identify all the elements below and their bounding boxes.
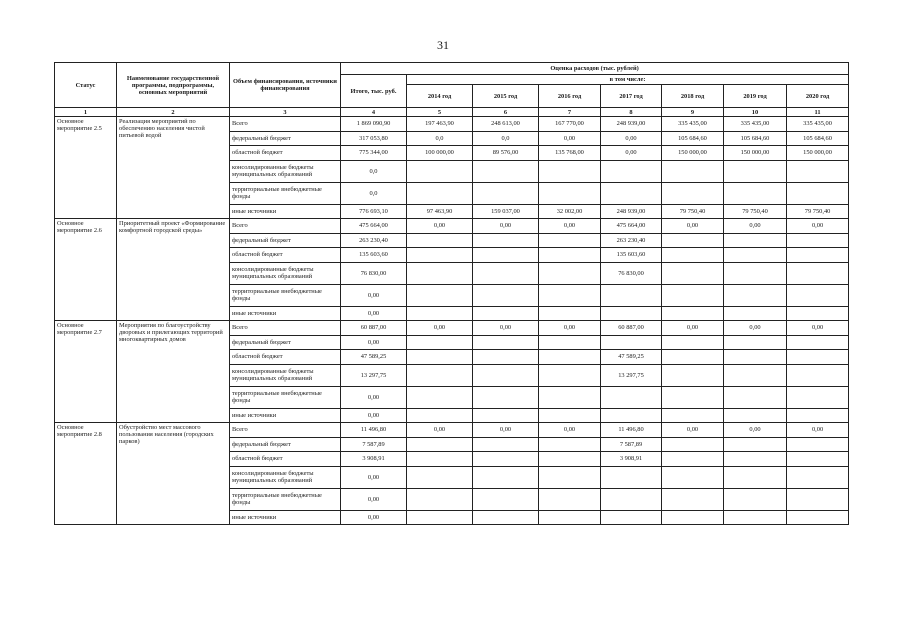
- funding-source: консолидированные бюджеты муниципальных образований: [230, 364, 341, 386]
- year-value: [662, 510, 724, 525]
- header-year: 2018 год: [662, 85, 724, 108]
- total-value: 76 830,00: [341, 262, 407, 284]
- year-value: [662, 466, 724, 488]
- total-value: 1 869 090,90: [341, 117, 407, 132]
- total-value: 776 693,10: [341, 204, 407, 219]
- year-value: 0,00: [539, 423, 601, 438]
- funding-source: федеральный бюджет: [230, 335, 341, 350]
- total-value: 0,0: [341, 182, 407, 204]
- year-value: [724, 488, 787, 510]
- funding-source: территориальные внебюджетные фонды: [230, 182, 341, 204]
- year-value: [787, 335, 849, 350]
- year-value: 167 770,00: [539, 117, 601, 132]
- year-value: [787, 452, 849, 467]
- event-status: Основное мероприятие 2.5: [55, 117, 117, 219]
- header-total: Итого, тыс. руб.: [341, 75, 407, 108]
- year-value: [407, 182, 473, 204]
- total-value: 0,00: [341, 335, 407, 350]
- year-value: [407, 437, 473, 452]
- year-value: [473, 364, 539, 386]
- year-value: [662, 284, 724, 306]
- column-number: 6: [473, 108, 539, 117]
- year-value: [787, 182, 849, 204]
- year-value: [407, 466, 473, 488]
- year-value: [407, 248, 473, 263]
- year-value: [724, 262, 787, 284]
- year-value: [662, 335, 724, 350]
- year-value: [724, 182, 787, 204]
- year-value: 135 768,00: [539, 146, 601, 161]
- year-value: [473, 510, 539, 525]
- year-value: [662, 262, 724, 284]
- total-value: 475 664,00: [341, 219, 407, 234]
- year-value: [601, 466, 662, 488]
- funding-source: федеральный бюджет: [230, 233, 341, 248]
- funding-source: Всего: [230, 321, 341, 336]
- year-value: [539, 284, 601, 306]
- year-value: [539, 248, 601, 263]
- year-value: 0,00: [473, 423, 539, 438]
- year-value: [724, 335, 787, 350]
- year-value: 0,0: [407, 131, 473, 146]
- table-row: [55, 117, 849, 132]
- year-value: [407, 350, 473, 365]
- year-value: [539, 364, 601, 386]
- year-value: [787, 364, 849, 386]
- year-value: [724, 160, 787, 182]
- year-value: 47 589,25: [601, 350, 662, 365]
- column-number: 9: [662, 108, 724, 117]
- year-value: 0,00: [724, 321, 787, 336]
- year-value: [407, 452, 473, 467]
- year-value: 197 463,90: [407, 117, 473, 132]
- header-status: Статус: [55, 63, 117, 108]
- header-year: 2014 год: [407, 85, 473, 108]
- year-value: [473, 488, 539, 510]
- total-value: 0,00: [341, 386, 407, 408]
- year-value: 0,00: [662, 423, 724, 438]
- event-name: Приоритетный проект «Формирование комфортной городской среды»: [117, 219, 230, 321]
- column-number: 5: [407, 108, 473, 117]
- event-status: Основное мероприятие 2.7: [55, 321, 117, 423]
- year-value: [662, 233, 724, 248]
- year-value: [473, 466, 539, 488]
- year-value: [724, 437, 787, 452]
- event-status: Основное мероприятие 2.6: [55, 219, 117, 321]
- year-value: [601, 284, 662, 306]
- header-year: 2017 год: [601, 85, 662, 108]
- year-value: [787, 248, 849, 263]
- header-program-name: Наименование государственной программы, подпрограммы, основных мероприятий: [117, 63, 230, 108]
- year-value: [601, 488, 662, 510]
- year-value: [539, 466, 601, 488]
- year-value: 105 684,60: [662, 131, 724, 146]
- year-value: [787, 488, 849, 510]
- year-value: 159 037,00: [473, 204, 539, 219]
- year-value: 248 613,00: [473, 117, 539, 132]
- year-value: 335 435,00: [787, 117, 849, 132]
- year-value: 76 830,00: [601, 262, 662, 284]
- year-value: [601, 160, 662, 182]
- year-value: [539, 408, 601, 423]
- year-value: [724, 284, 787, 306]
- year-value: [539, 350, 601, 365]
- funding-source: консолидированные бюджеты муниципальных образований: [230, 160, 341, 182]
- funding-source: территориальные внебюджетные фонды: [230, 488, 341, 510]
- year-value: [724, 408, 787, 423]
- year-value: [787, 284, 849, 306]
- funding-source: федеральный бюджет: [230, 131, 341, 146]
- year-value: [724, 233, 787, 248]
- year-value: [662, 350, 724, 365]
- header-year: 2015 год: [473, 85, 539, 108]
- year-value: 248 939,00: [601, 117, 662, 132]
- year-value: [662, 248, 724, 263]
- total-value: 0,00: [341, 284, 407, 306]
- year-value: 105 684,60: [724, 131, 787, 146]
- year-value: 105 684,60: [787, 131, 849, 146]
- year-value: 0,00: [539, 219, 601, 234]
- year-value: [407, 364, 473, 386]
- year-value: [407, 284, 473, 306]
- event-name: Мероприятия по благоустройству дворовых и прилегающих территорий многоквартирных домов: [117, 321, 230, 423]
- total-value: 135 603,60: [341, 248, 407, 263]
- header-year: 2016 год: [539, 85, 601, 108]
- total-value: 0,00: [341, 510, 407, 525]
- year-value: [539, 510, 601, 525]
- year-value: [601, 182, 662, 204]
- year-value: [787, 466, 849, 488]
- funding-source: консолидированные бюджеты муниципальных образований: [230, 262, 341, 284]
- year-value: [662, 408, 724, 423]
- funding-source: Всего: [230, 117, 341, 132]
- year-value: [601, 306, 662, 321]
- year-value: 0,00: [787, 321, 849, 336]
- year-value: [601, 408, 662, 423]
- year-value: 0,00: [473, 219, 539, 234]
- header-funding: Объем финансирования, источники финансирования: [230, 63, 341, 108]
- year-value: 0,00: [601, 146, 662, 161]
- year-value: [539, 335, 601, 350]
- year-value: 0,00: [662, 321, 724, 336]
- year-value: [473, 160, 539, 182]
- year-value: 0,00: [662, 219, 724, 234]
- total-value: 3 908,91: [341, 452, 407, 467]
- funding-source: федеральный бюджет: [230, 437, 341, 452]
- year-value: [407, 408, 473, 423]
- year-value: 150 000,00: [724, 146, 787, 161]
- total-value: 47 589,25: [341, 350, 407, 365]
- year-value: [473, 284, 539, 306]
- year-value: [724, 452, 787, 467]
- year-value: [662, 386, 724, 408]
- funding-source: территориальные внебюджетные фонды: [230, 386, 341, 408]
- funding-source: консолидированные бюджеты муниципальных образований: [230, 466, 341, 488]
- funding-source: территориальные внебюджетные фонды: [230, 284, 341, 306]
- year-value: [473, 335, 539, 350]
- year-value: [539, 306, 601, 321]
- header-year: 2020 год: [787, 85, 849, 108]
- year-value: [539, 233, 601, 248]
- year-value: [473, 437, 539, 452]
- year-value: 11 496,80: [601, 423, 662, 438]
- year-value: [473, 306, 539, 321]
- year-value: [724, 306, 787, 321]
- header-year: 2019 год: [724, 85, 787, 108]
- year-value: 100 000,00: [407, 146, 473, 161]
- column-number: 2: [117, 108, 230, 117]
- year-value: 335 435,00: [724, 117, 787, 132]
- year-value: [787, 306, 849, 321]
- year-value: [407, 160, 473, 182]
- year-value: 79 750,40: [787, 204, 849, 219]
- year-value: [787, 510, 849, 525]
- year-value: [787, 262, 849, 284]
- column-number: 10: [724, 108, 787, 117]
- year-value: [473, 386, 539, 408]
- column-number: 1: [55, 108, 117, 117]
- total-value: 0,00: [341, 466, 407, 488]
- year-value: [473, 233, 539, 248]
- header-including: в том числе:: [407, 75, 849, 85]
- funding-source: Всего: [230, 219, 341, 234]
- year-value: [662, 437, 724, 452]
- year-value: 0,00: [407, 219, 473, 234]
- year-value: [407, 335, 473, 350]
- total-value: 0,00: [341, 408, 407, 423]
- year-value: [473, 408, 539, 423]
- year-value: 0,00: [724, 219, 787, 234]
- total-value: 317 053,80: [341, 131, 407, 146]
- column-number: 11: [787, 108, 849, 117]
- column-number: 7: [539, 108, 601, 117]
- column-number: 4: [341, 108, 407, 117]
- year-value: [787, 408, 849, 423]
- year-value: 0,00: [724, 423, 787, 438]
- total-value: 7 587,89: [341, 437, 407, 452]
- header-cost-estimate: Оценка расходов (тыс. рублей): [341, 63, 849, 75]
- year-value: 248 939,00: [601, 204, 662, 219]
- table-row: [55, 321, 849, 336]
- funding-source: иные источники: [230, 510, 341, 525]
- year-value: [407, 510, 473, 525]
- year-value: [787, 233, 849, 248]
- year-value: 0,00: [787, 423, 849, 438]
- page-number: 31: [437, 38, 449, 52]
- year-value: [787, 386, 849, 408]
- year-value: [662, 452, 724, 467]
- total-value: 13 297,75: [341, 364, 407, 386]
- year-value: 0,00: [473, 321, 539, 336]
- year-value: 0,00: [539, 321, 601, 336]
- year-value: [662, 160, 724, 182]
- year-value: [539, 182, 601, 204]
- funding-source: иные источники: [230, 408, 341, 423]
- year-value: [473, 248, 539, 263]
- funding-source: областной бюджет: [230, 350, 341, 365]
- year-value: [724, 364, 787, 386]
- year-value: [539, 386, 601, 408]
- year-value: [662, 182, 724, 204]
- year-value: [662, 488, 724, 510]
- event-name: Реализация мероприятий по обеспечению населения чистой питьевой водой: [117, 117, 230, 219]
- year-value: [539, 262, 601, 284]
- year-value: [787, 437, 849, 452]
- total-value: 0,00: [341, 488, 407, 510]
- year-value: [407, 306, 473, 321]
- total-value: 11 496,80: [341, 423, 407, 438]
- year-value: 135 603,60: [601, 248, 662, 263]
- year-value: 89 576,00: [473, 146, 539, 161]
- year-value: 150 000,00: [787, 146, 849, 161]
- funding-source: иные источники: [230, 306, 341, 321]
- year-value: [601, 386, 662, 408]
- year-value: [539, 488, 601, 510]
- year-value: 97 463,90: [407, 204, 473, 219]
- year-value: [601, 510, 662, 525]
- year-value: [539, 437, 601, 452]
- funding-source: областной бюджет: [230, 146, 341, 161]
- event-name: Обустройство мест массового пользования населения (городских парков): [117, 423, 230, 525]
- total-value: 0,00: [341, 306, 407, 321]
- table-row: [55, 423, 849, 438]
- year-value: [662, 306, 724, 321]
- year-value: [662, 364, 724, 386]
- funding-source: иные источники: [230, 204, 341, 219]
- year-value: [473, 452, 539, 467]
- year-value: 150 000,00: [662, 146, 724, 161]
- year-value: 7 587,89: [601, 437, 662, 452]
- year-value: [787, 160, 849, 182]
- year-value: 60 887,00: [601, 321, 662, 336]
- event-status: Основное мероприятие 2.8: [55, 423, 117, 525]
- year-value: [724, 248, 787, 263]
- year-value: 0,00: [539, 131, 601, 146]
- year-value: 13 297,75: [601, 364, 662, 386]
- year-value: [473, 350, 539, 365]
- year-value: [601, 335, 662, 350]
- year-value: [724, 350, 787, 365]
- year-value: [724, 510, 787, 525]
- year-value: [473, 262, 539, 284]
- column-number: 3: [230, 108, 341, 117]
- total-value: 775 344,00: [341, 146, 407, 161]
- year-value: 3 908,91: [601, 452, 662, 467]
- year-value: 0,00: [407, 321, 473, 336]
- funding-source: областной бюджет: [230, 452, 341, 467]
- year-value: [473, 182, 539, 204]
- year-value: [787, 350, 849, 365]
- total-value: 263 230,40: [341, 233, 407, 248]
- year-value: [724, 386, 787, 408]
- funding-source: Всего: [230, 423, 341, 438]
- year-value: 32 002,00: [539, 204, 601, 219]
- year-value: [539, 452, 601, 467]
- year-value: 0,00: [407, 423, 473, 438]
- total-value: 0,0: [341, 160, 407, 182]
- table-row: [55, 219, 849, 234]
- year-value: [407, 386, 473, 408]
- year-value: [407, 262, 473, 284]
- year-value: 0,0: [473, 131, 539, 146]
- year-value: [407, 488, 473, 510]
- column-number: 8: [601, 108, 662, 117]
- year-value: 79 750,40: [724, 204, 787, 219]
- year-value: 79 750,40: [662, 204, 724, 219]
- year-value: 0,00: [601, 131, 662, 146]
- year-value: [539, 160, 601, 182]
- year-value: [724, 466, 787, 488]
- year-value: [407, 233, 473, 248]
- year-value: 0,00: [787, 219, 849, 234]
- year-value: 475 664,00: [601, 219, 662, 234]
- total-value: 60 887,00: [341, 321, 407, 336]
- year-value: 335 435,00: [662, 117, 724, 132]
- year-value: 263 230,40: [601, 233, 662, 248]
- budget-table: [54, 62, 849, 525]
- funding-source: областной бюджет: [230, 248, 341, 263]
